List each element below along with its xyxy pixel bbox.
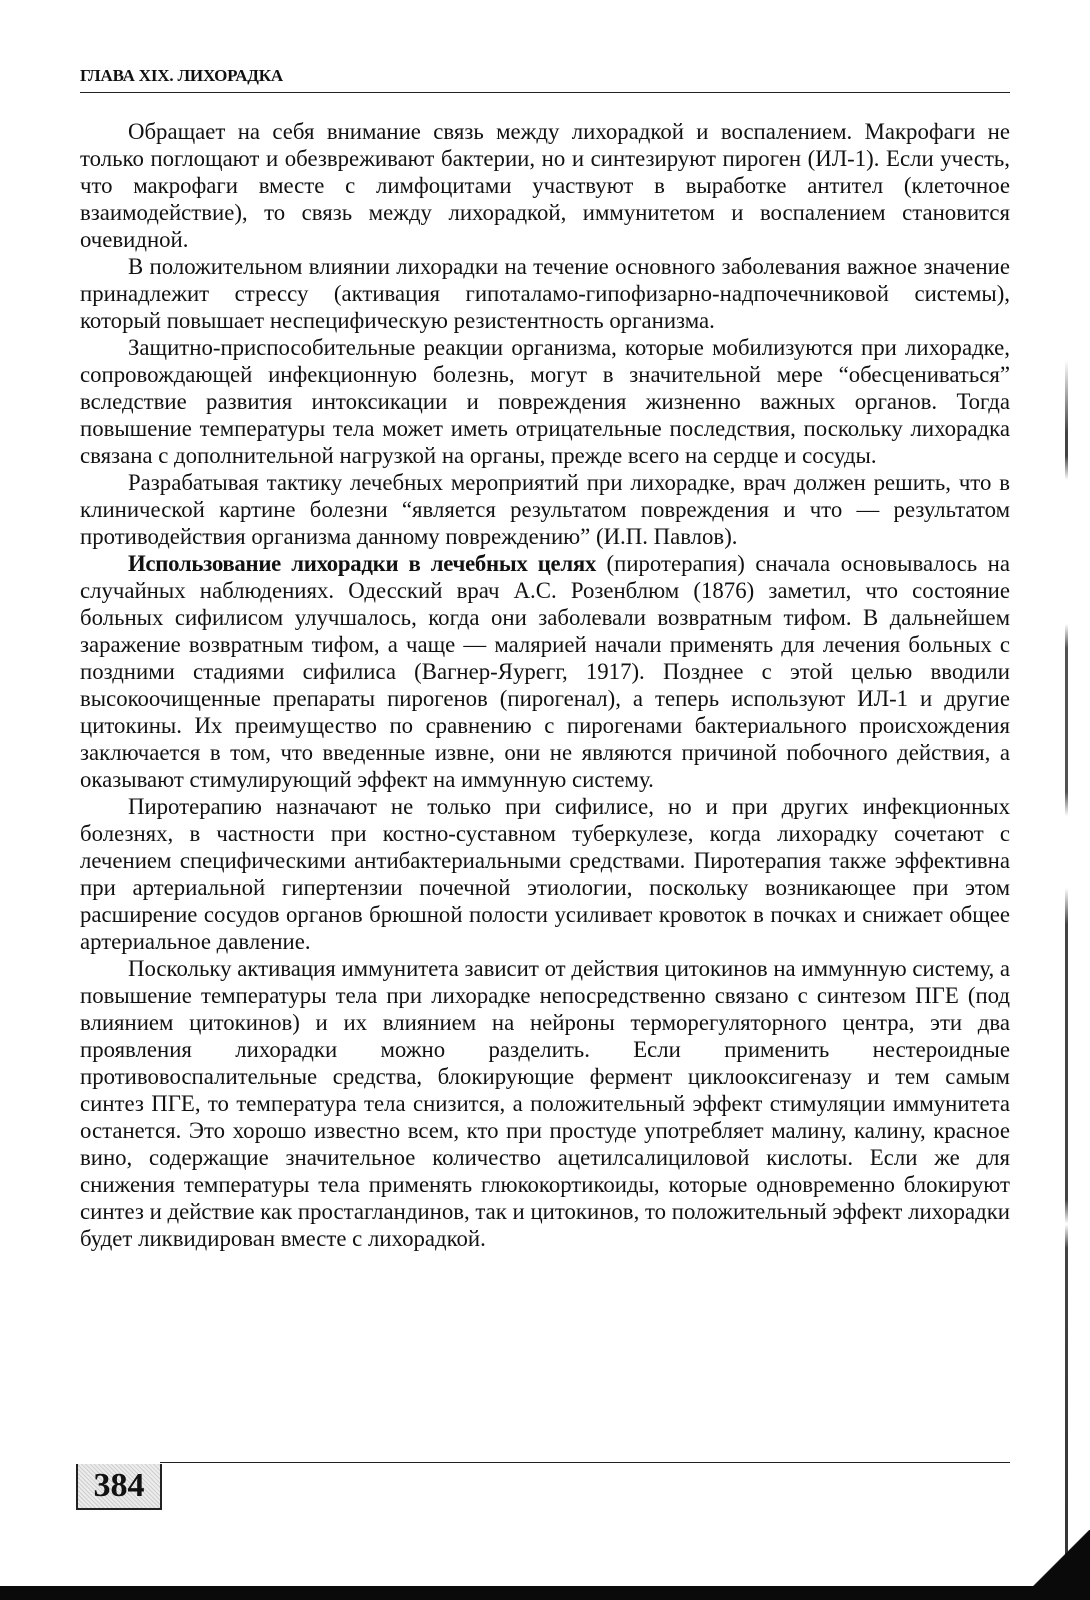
paragraph: Использование лихорадки в лечебных целях (пиротерапия) сначала основывалось на случайных наблюдениях. Одесский врач А.С. Розенблюм (1876) заметил, что состояние больных сифилисом улучшалось, когда они заболевали возвратным тифом. В дальнейшем заражение возвратным тифом, а чаще — малярией начали применять для лечения больных с поздними стадиями сифилиса (Вагнер-Яурегг, 1917). Позднее с этой целью вводили высокоочищенные препараты пирогенов (пирогенал), а теперь используют ИЛ-1 и другие цитокины. Их преимущество по сравнению с пирогенами бактериального происхождения заключается в том, что введенные извне, они не являются причиной побочного действия, а оказывают стимулирующий эффект на иммунную систему. bbox=[80, 551, 1010, 792]
scan-edge-bottom bbox=[0, 1586, 1090, 1600]
paragraph: В положительном влиянии лихорадки на течение основного заболевания важное значение принадлежит стрессу (активация гипоталамо-гипофизарно-надпочечниковой системы), который повышает неспецифическую резистентность организма. bbox=[80, 254, 1010, 333]
scan-edge-corner bbox=[1030, 1530, 1090, 1600]
footer-rule bbox=[160, 1462, 1010, 1463]
paragraph: Пиротерапию назначают не только при сифилисе, но и при других инфекционных болезнях, в частности при костно-суставном туберкулезе, когда лихорадку сочетают с лечением специфическими антибактериальными средствами. Пиротерапия также эффективна при артериальной гипертензии почечной этиологии, поскольку возникающее при этом расширение сосудов органов брюшной полости усиливает кровоток в почках и снижает общее артериальное давление. bbox=[80, 794, 1010, 954]
running-header: ГЛАВА XIX. ЛИХОРАДКА bbox=[80, 66, 1010, 93]
paragraph: Обращает на себя внимание связь между лихорадкой и воспалением. Макрофаги не только поглощают и обезвреживают бактерии, но и синтезируют пироген (ИЛ-1). Если учесть, что макрофаги вместе с лимфоцитами участвуют в выработке антител (клеточное взаимодействие), то связь между лихорадкой, иммунитетом и воспалением становится очевидной. bbox=[80, 119, 1010, 252]
paragraph: Разрабатывая тактику лечебных мероприятий при лихорадке, врач должен решить, что в клинической картине болезни “является результатом повреждения и что — результатом противодействия организма данному повреждению” (И.П. Павлов). bbox=[80, 470, 1010, 549]
paragraph: Поскольку активация иммунитета зависит от действия цитокинов на иммунную систему, а повышение температуры тела при лихорадке непосредственно связано с синтезом ПГЕ (под влиянием цитокинов) и их влиянием на нейроны терморегуляторного центра, эти два проявления лихорадки можно разделить. Если применить нестероидные противовоспалительные средства, блокирующие фермент циклооксигеназу и тем самым синтез ПГЕ, то температура тела снизится, а положительный эффект стимуляции иммунитета останется. Это хорошо известно всем, кто при простуде употребляет малину, калину, красное вино, содержащие значительное количество ацетилсалициловой кислоты. Если же для снижения температуры тела применять глюкокортикоиды, которые одновременно блокируют синтез и действие как простагландинов, так и цитокинов, то положительный эффект лихорадки будет ликвидирован вместе с лихорадкой. bbox=[80, 956, 1010, 1251]
run-in-heading: Использование лихорадки в лечебных целях bbox=[128, 551, 596, 576]
paragraph: Защитно-приспособительные реакции организма, которые мобилизуются при лихорадке, сопровождающей инфекционную болезнь, могут в значительной мере “обесцениваться” вследствие развития интоксикации и повреждения жизненно важных органов. Тогда повышение температуры тела может иметь отрицательные последствия, поскольку лихорадка связана с дополнительной нагрузкой на органы, прежде всего на сердце и сосуды. bbox=[80, 335, 1010, 468]
scan-edge-right bbox=[1065, 360, 1068, 1560]
body-text bbox=[80, 118, 1010, 1252]
page-number: 384 bbox=[76, 1464, 162, 1510]
